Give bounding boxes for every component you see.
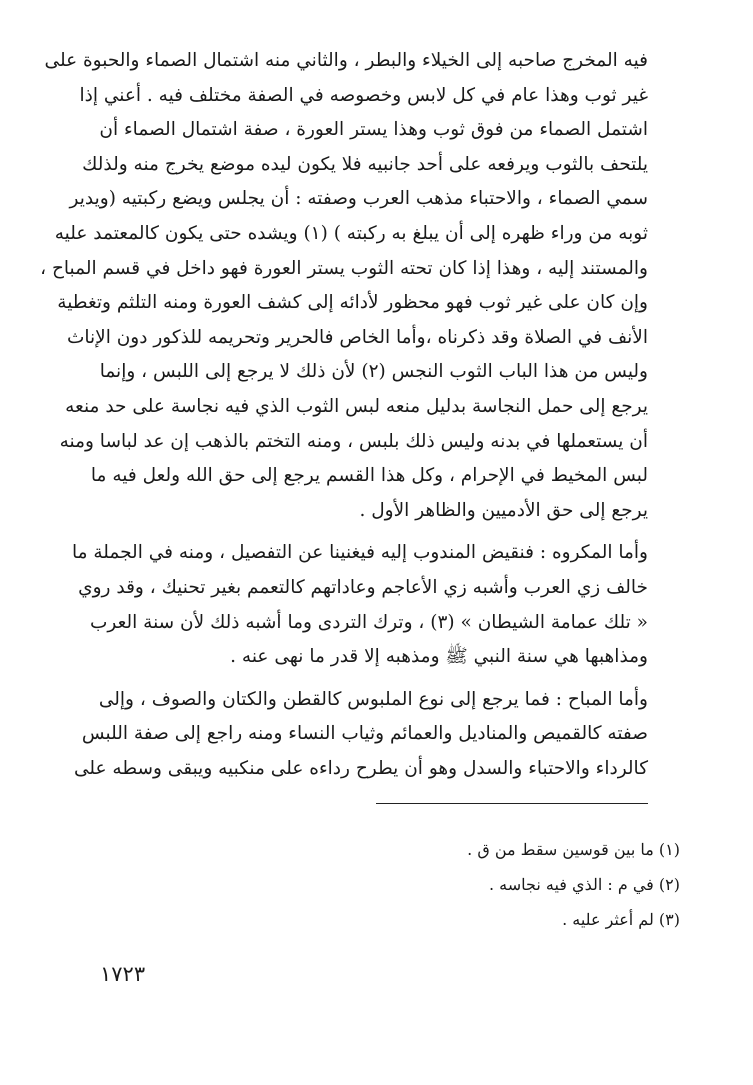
text-line: وأما المباح : فما يرجع إلى نوع الملبوس كالقطن والكتان والصوف ، وإلى: [98, 688, 648, 710]
text-line: أن يستعملها في بدنه وليس ذلك بلبس ، ومنه التختم بالذهب إن عد لباسا ومنه: [59, 430, 648, 452]
footnote-1: (١) ما بين قوسين سقط من ق .: [467, 840, 680, 859]
text-line: غير ثوب وهذا عام في كل لابس وخصوصه في الصفة مختلف فيه . أعني إذا: [79, 84, 648, 106]
text-line: ومذاهبها هي سنة النبي ﷺ ومذهبه إلا قدر ما نهى عنه .: [230, 646, 648, 668]
text-line: والمستند إليه ، وهذا إذا كان تحته الثوب يستر العورة فهو داخل في قسم المباح ،: [40, 257, 648, 279]
text-line: « تلك عمامة الشيطان » (٣) ، وترك التردى وما أشبه ذلك لأن سنة العرب: [89, 611, 648, 633]
text-line: ثوبه من وراء ظهره إلى أن يبلغ به ركبته ) (١) ويشده حتى يكون كالمعتمد عليه: [54, 222, 648, 244]
text-line: وإن كان على غير ثوب فهو محظور لأدائه إلى كشف العورة ومنه التلثم وتغطية: [57, 292, 648, 314]
text-line: وأما المكروه : فنقيض المندوب إليه فيغنينا عن التفصيل ، ومنه في الجملة ما: [71, 542, 648, 564]
text-line: فيه المخرج صاحبه إلى الخيلاء والبطر ، والثاني منه اشتمال الصماء والحبوة على: [44, 50, 648, 71]
text-line: خالف زي العرب وأشبه زي الأعاجم وعاداتهم كالتعمم بغير تحنيك ، وقد روي: [78, 576, 648, 598]
text-line: لبس المخيط في الإحرام ، وكل هذا القسم يرجع إلى حق الله ولعل فيه ما: [90, 465, 648, 487]
footnote-separator: [376, 803, 648, 804]
text-line: يرجع إلى حق الأدميين والظاهر الأول .: [359, 499, 648, 521]
footnote-3: (٣) لم أعثر عليه .: [562, 910, 680, 929]
text-line: وليس من هذا الباب الثوب النجس (٢) لأن ذلك لا يرجع إلى اللبس ، وإنما: [99, 361, 648, 383]
paragraph-gap: [100, 675, 648, 683]
paragraph-2: [71, 536, 648, 674]
paragraph-1: [40, 44, 648, 528]
page-number: ١٧٢٣: [100, 962, 146, 986]
text-line: يرجع إلى حمل النجاسة بدليل منعه لبس الثوب الذي فيه نجاسة على حد منعه: [65, 395, 648, 417]
main-text: [40, 44, 648, 786]
text-line: صفته كالقميص والمناديل والعمائم وثياب النساء ومنه راجع إلى صفة اللبس: [81, 723, 648, 745]
footnotes: [300, 832, 680, 937]
text-line: اشتمل الصماء من فوق ثوب وهذا يستر العورة ، صفة اشتمال الصماء أن: [99, 119, 648, 141]
paragraph-gap: [100, 528, 648, 536]
text-line: سمي الصماء ، والاحتباء مذهب العرب وصفته : أن يجلس ويضع ركبتيه (ويدير: [69, 188, 648, 210]
text-line: كالرداء والاحتباء والسدل وهو أن يطرح رداءه على منكبيه ويبقى وسطه على: [73, 757, 648, 779]
footnote-2: (٢) في م : الذي فيه نجاسه .: [489, 875, 680, 894]
paragraph-3: [73, 683, 648, 787]
text-line: يلتحف بالثوب ويرفعه على أحد جانبيه فلا يكون ليده موضع يخرج منه ولذلك: [82, 153, 648, 175]
text-line: الأنف في الصلاة وقد ذكرناه ،وأما الخاص فالحرير وتحريمه للذكور دون الإناث: [66, 326, 648, 348]
